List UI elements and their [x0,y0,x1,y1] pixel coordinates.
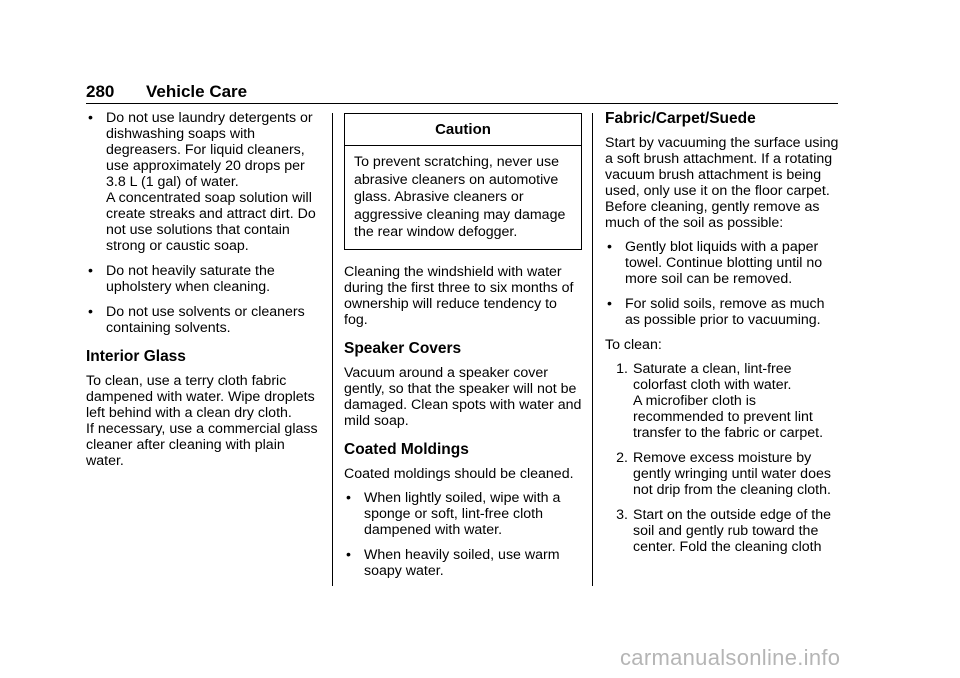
column-right [605,110,839,564]
step-number: 2. [616,450,628,466]
column-left [86,110,322,477]
caution-title: Caution [345,114,581,146]
speaker-covers-text: Vacuum around a speaker cover gently, so that the speaker will not be damaged. Clean spots with water and mild soap. [344,364,582,429]
list-item: • For solid soils, remove as much as possible prior to vacuuming. [607,296,825,328]
care-bullet-list [86,110,322,336]
windshield-text: Cleaning the windshield with water during the first three to six months of ownership will reduce tendency to fog. [344,263,574,328]
list-item: • Do not heavily saturate the upholstery when cleaning. [88,263,275,295]
step-number: 1. [616,361,628,377]
section-title: Vehicle Care [146,82,248,101]
column-divider [332,113,333,586]
column-middle [344,110,582,588]
bullet-icon: • [346,489,351,506]
coated-moldings-heading: Coated Moldings [344,440,469,458]
list-item: • Do not use laundry detergents or dishwashing soaps with degreasers. For liquid cleaners, use approximately 20 drops per 3.8 L (1 gal) of water. A concentrated soap solution will create streaks and attract dirt. Do not use solutions that contain strong or caustic soap. [88,110,316,254]
column-divider [592,113,593,586]
fabric-heading: Fabric/Carpet/Suede [605,110,756,127]
caution-body: To prevent scratching, never use abrasive cleaners on automotive glass. Abrasive cleaners or aggressive cleaning may damage the rear window defogger. [354,154,566,240]
page-number: 280 [86,82,115,101]
step-item: 2. Remove excess moisture by gently wringing until water does not drip from the cleaning cloth. [605,450,839,498]
list-item: • Gently blot liquids with a paper towel. Continue blotting until no more soil can be removed. [607,239,823,287]
interior-glass-heading: Interior Glass [86,348,186,365]
speaker-covers-heading: Speaker Covers [344,339,462,357]
coated-moldings-text: Coated moldings should be cleaned. [344,465,574,482]
step-number: 3. [616,507,628,523]
bullet-icon: • [607,239,612,255]
interior-glass-text: To clean, use a terry cloth fabric dampened with water. Wipe droplets left behind with a clean dry cloth. If necessary, use a commercial glass cleaner after cleaning with plain water. [86,373,318,469]
bullet-icon: • [346,546,351,563]
list-item: • When heavily soiled, use warm soapy water. [346,546,560,579]
caution-box [344,113,582,250]
to-clean-label: To clean: [605,337,662,353]
bullet-icon: • [88,110,93,126]
fabric-bullet-list [605,239,839,328]
step-item: 1. Saturate a clean, lint-free colorfast cloth with water. A microfiber cloth is recommended to prevent lint transfer to the fabric or carpet. [605,361,839,441]
step-item: 3. Start on the outside edge of the soil and gently rub toward the center. Fold the cleaning cloth [605,507,839,555]
coated-moldings-list [344,490,582,579]
watermark: carmanualsonline.info [620,645,841,670]
bullet-icon: • [88,304,93,320]
cleaning-steps [605,361,839,555]
header-rule [86,103,838,104]
bullet-icon: • [607,296,612,312]
list-item: • Do not use solvents or cleaners containing solvents. [88,304,305,336]
bullet-icon: • [88,263,93,279]
list-item: • When lightly soiled, wipe with a sponge or soft, lint-free cloth dampened with water. [346,489,561,538]
fabric-intro: Start by vacuuming the surface using a soft brush attachment. If a rotating vacuum brush attachment is being used, only use it on the floor carpet. Before cleaning, gently remove as much of the soil as possible: [605,135,839,231]
